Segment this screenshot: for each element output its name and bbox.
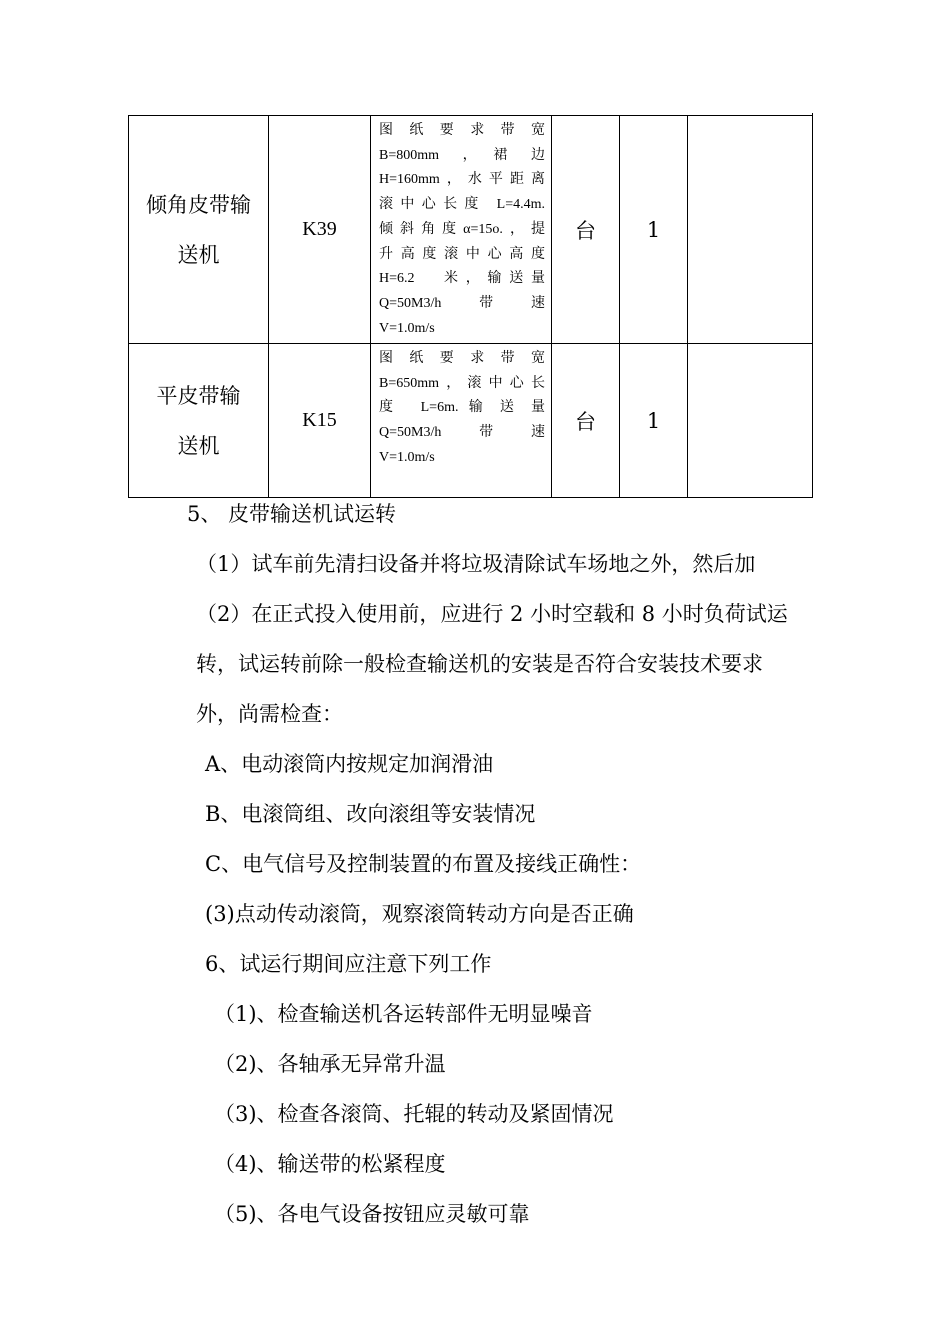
equipment-name-line: 送机: [177, 433, 220, 458]
equipment-table: [128, 115, 813, 498]
table-right-edge: [812, 113, 813, 493]
list-item: （3)、检查各滚筒、托辊的转动及紧固情况: [214, 1102, 614, 1126]
equipment-name-line: 送机: [177, 242, 220, 267]
spec-line: 倾斜角度α=15o.，提: [379, 221, 545, 237]
item-c: C、电气信号及控制装置的布置及接线正确性：: [205, 852, 642, 876]
list-item: （5)、各电气设备按钮应灵敏可靠: [214, 1202, 530, 1226]
paragraph-1: （1）试车前先清扫设备并将垃圾清除试车场地之外，然后加: [196, 552, 756, 576]
equipment-name: [129, 116, 269, 344]
spec-line: V=1.0m/s: [379, 320, 435, 336]
spec-line: 滚中心长度 L=4.4m.: [379, 197, 545, 213]
list-item: （2)、各轴承无异常升温: [214, 1052, 446, 1076]
spec-line: 升高度滚中心高度: [379, 246, 545, 262]
equipment-name: [129, 344, 269, 498]
spec-line: 图 纸 要 求 带 宽: [379, 123, 545, 138]
item-b: B、电滚筒组、改向滚组等安装情况: [205, 802, 536, 826]
equipment-spec: [371, 344, 552, 498]
equipment-code: K15: [269, 344, 371, 498]
equipment-quantity: 1: [620, 344, 688, 498]
spec-line: V=1.0m/s: [379, 449, 435, 465]
spec-line: H=160mm，水平距离: [379, 172, 545, 188]
equipment-unit: 台: [552, 116, 620, 344]
spec-line: B=650mm，滚中心长: [379, 375, 545, 391]
spec-line: B=800mm ， 裙 边: [379, 147, 545, 163]
paragraph-2-line-3: 外，尚需检查：: [196, 702, 343, 726]
table-row: [129, 344, 813, 498]
equipment-code: K39: [269, 116, 371, 344]
spec-line: H=6.2 米，输送量: [379, 271, 545, 287]
spec-line: 图 纸 要 求 带 宽: [379, 351, 545, 366]
list-item: （4)、输送带的松紧程度: [214, 1152, 446, 1176]
table-row: [129, 116, 813, 344]
equipment-name-line: 平皮带输: [156, 383, 241, 408]
equipment-quantity: 1: [620, 116, 688, 344]
equipment-spec: [371, 116, 552, 344]
paragraph-2-line-2: 转，试运转前除一般检查输送机的安装是否符合安装技术要求: [196, 652, 763, 676]
section-6-title: 6、试运行期间应注意下列工作: [205, 952, 492, 976]
spec-line: Q=50M3/h 带 速: [379, 425, 545, 441]
paragraph-3: (3)点动传动滚筒，观察滚筒转动方向是否正确: [205, 902, 634, 926]
spec-line: Q=50M3/h 带 速: [379, 295, 545, 311]
equipment-name-line: 倾角皮带输: [146, 192, 251, 217]
spec-line: 度 L=6m. 输 送 量: [379, 400, 545, 416]
equipment-remark: [688, 116, 813, 344]
list-item: （1)、检查输送机各运转部件无明显噪音: [214, 1002, 593, 1026]
equipment-remark: [688, 344, 813, 498]
item-a: A、电动滚筒内按规定加润滑油: [205, 752, 494, 776]
section-5-title: 5、 皮带输送机试运转: [187, 502, 397, 526]
paragraph-2-line-1: （2）在正式投入使用前，应进行 2 小时空载和 8 小时负荷试运: [196, 602, 788, 626]
equipment-unit: 台: [552, 344, 620, 498]
